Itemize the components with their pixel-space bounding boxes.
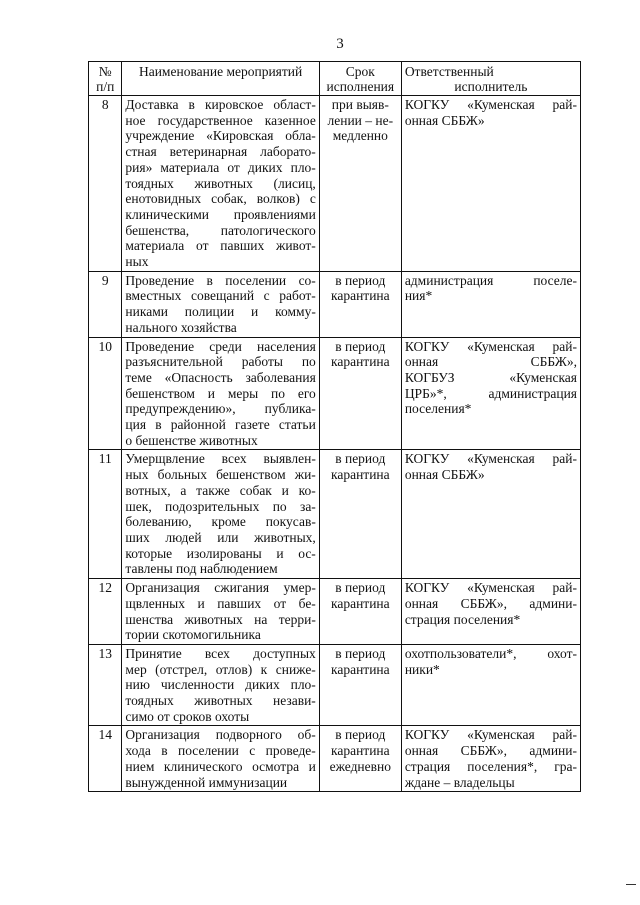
text-line: в период — [335, 580, 386, 596]
scan-edge-mark — [626, 884, 636, 885]
measure-term — [319, 726, 401, 792]
text-line: вместных совещаний с работ- — [125, 288, 316, 304]
text-line: никами полиции и комму- — [125, 304, 316, 320]
text-line: онная СББЖ», — [404, 354, 577, 370]
measure-term — [319, 644, 401, 726]
measure-term — [319, 96, 401, 272]
table-row — [89, 450, 581, 579]
text-line: разъяснительной работы по — [125, 354, 316, 370]
text-line: учреждение «Кировская обла- — [125, 128, 316, 144]
text-line: онная СББЖ», админи- — [404, 743, 577, 759]
text-line: тории скотомогильника — [125, 627, 261, 643]
header-name — [122, 62, 319, 96]
page-number: 3 — [336, 36, 344, 52]
text-line: в период — [335, 272, 386, 288]
text-line: Проведение среди населения — [125, 338, 316, 354]
row-number: 13 — [89, 644, 122, 726]
text-line: вынужденной иммунизации — [125, 774, 288, 790]
row-number: 14 — [89, 726, 122, 792]
text-line: Организация сжигания умер- — [125, 580, 316, 596]
measure-name — [122, 579, 319, 645]
text-line: вотных, а также собак и ко- — [125, 482, 316, 498]
measure-name — [122, 337, 319, 450]
text-line: КОГКУ «Куменская рай- — [404, 97, 577, 112]
text-line: бешенства, патологического — [125, 222, 316, 238]
text-line: Срок — [345, 64, 375, 79]
text-line: в период — [335, 645, 386, 661]
table-row — [89, 579, 581, 645]
text-line: страция поселения* — [404, 611, 521, 627]
table-row — [89, 337, 581, 450]
header-responsible — [401, 62, 580, 96]
text-line: карантина — [330, 743, 390, 759]
text-line: клиническими проявлениями — [125, 206, 316, 222]
text-line: ция в районной газете статьи — [125, 417, 316, 433]
text-line: онная СББЖ» — [404, 467, 485, 483]
text-line: КОГКУ «Куменская рай- — [404, 451, 577, 467]
table-header-row — [89, 62, 581, 96]
text-line: карантина — [330, 467, 390, 483]
header-num — [89, 62, 122, 96]
text-line: ежедневно — [329, 758, 391, 774]
text-line: ждане – владельцы — [404, 774, 515, 790]
text-line: нального хозяйства — [125, 319, 237, 335]
text-line: ЦРБ»*, администрация — [404, 385, 577, 401]
measure-responsible — [401, 337, 580, 450]
text-line: страция поселения*, гра- — [404, 758, 577, 774]
text-line: предупреждению», публика- — [125, 401, 316, 417]
text-line: которые изолированы и ос- — [125, 545, 316, 561]
row-number: 10 — [89, 337, 122, 450]
text-line: ники* — [404, 661, 440, 677]
measure-name — [122, 271, 319, 337]
text-line: хода в поселении с проведе- — [125, 743, 316, 759]
measure-name — [122, 450, 319, 579]
row-number: 8 — [89, 96, 122, 272]
measure-name — [122, 96, 319, 272]
row-number: 9 — [89, 271, 122, 337]
measure-responsible — [401, 726, 580, 792]
text-line: нию численности диких пло- — [125, 677, 316, 693]
text-line: шенства животных на терри- — [125, 611, 316, 627]
text-line: Организация подворного об- — [125, 727, 316, 743]
text-line: КОГБУЗ «Куменская — [404, 369, 577, 385]
text-line: Ответственный — [404, 64, 494, 79]
text-line: исполнитель — [454, 79, 528, 94]
text-line: при выяв- — [331, 97, 389, 112]
measure-responsible — [401, 271, 580, 337]
text-line: болеванию, кроме покусав- — [125, 514, 316, 530]
table-row — [89, 96, 581, 272]
text-line: тоядных животных (лисиц, — [125, 175, 316, 191]
text-line: № — [98, 64, 112, 79]
text-line: Умерщвление всех выявлен- — [125, 451, 316, 467]
table-row — [89, 271, 581, 337]
text-line: тавлены под наблюдением — [125, 561, 278, 577]
measure-responsible — [401, 644, 580, 726]
text-line: исполнения — [326, 79, 395, 94]
text-line: теме «Опасность заболевания — [125, 369, 316, 385]
measure-term — [319, 271, 401, 337]
text-line: лении – не- — [327, 112, 394, 128]
text-line: п/п — [96, 79, 115, 94]
text-line: енотовидных собак, волков) с — [125, 191, 316, 207]
text-line: Принятие всех доступных — [125, 645, 316, 661]
text-line: тоядных животных незави- — [125, 693, 316, 709]
header-term — [319, 62, 401, 96]
text-line: ния* — [404, 288, 433, 304]
measure-responsible — [401, 579, 580, 645]
text-line: материала от павших живот- — [125, 238, 316, 254]
text-line: онная СББЖ» — [404, 112, 485, 128]
text-line: КОГКУ «Куменская рай- — [404, 727, 577, 743]
text-line: мер (отстрел, отлов) к сниже- — [125, 661, 316, 677]
measure-term — [319, 337, 401, 450]
measure-term — [319, 450, 401, 579]
text-line: карантина — [330, 288, 390, 304]
measure-term — [319, 579, 401, 645]
measures-table — [88, 61, 581, 792]
text-line: стная ветеринарная лаборато- — [125, 144, 316, 160]
row-number: 11 — [89, 450, 122, 579]
text-line: шек, подозрительных по за- — [125, 498, 316, 514]
table-row — [89, 644, 581, 726]
measure-name — [122, 644, 319, 726]
measure-responsible — [401, 96, 580, 272]
text-line: Проведение в поселении со- — [125, 272, 316, 288]
text-line: в период — [335, 727, 386, 743]
text-line: симо от сроков охоты — [125, 708, 250, 724]
row-number: 12 — [89, 579, 122, 645]
text-line: поселения* — [404, 401, 472, 417]
text-line: охотпользователи*, охот- — [404, 645, 577, 661]
text-line: Наименование мероприятий — [138, 64, 303, 79]
text-line: онная СББЖ», админи- — [404, 595, 577, 611]
text-line: карантина — [330, 595, 390, 611]
text-line: администрация поселе- — [404, 272, 577, 288]
text-line: в период — [335, 451, 386, 467]
measure-responsible — [401, 450, 580, 579]
text-line: о бешенстве животных — [125, 432, 258, 448]
text-line: ных больных бешенством жи- — [125, 467, 316, 483]
text-line: КОГКУ «Куменская рай- — [404, 338, 577, 354]
text-line: ных — [125, 254, 149, 270]
text-line: карантина — [330, 354, 390, 370]
measure-name — [122, 726, 319, 792]
text-line: карантина — [330, 661, 390, 677]
text-line: в период — [335, 338, 386, 354]
text-line: щвленных и павших от бе- — [125, 595, 316, 611]
text-line: КОГКУ «Куменская рай- — [404, 580, 577, 596]
text-line: рия» материала от диких пло- — [125, 159, 316, 175]
text-line: Доставка в кировское област- — [125, 97, 316, 112]
text-line: ное государственное казенное — [125, 112, 316, 128]
text-line: нием клинического осмотра и — [125, 758, 316, 774]
text-line: бешенством и меры по его — [125, 385, 316, 401]
text-line: ших людей или животных, — [125, 529, 316, 545]
text-line: медленно — [332, 128, 388, 144]
table-row — [89, 726, 581, 792]
